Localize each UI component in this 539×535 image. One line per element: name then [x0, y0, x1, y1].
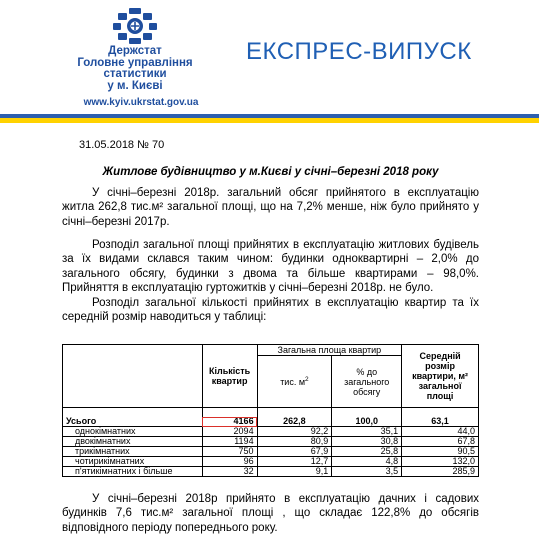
flag-stripe-yellow — [0, 118, 539, 123]
row-count: 750 — [202, 447, 257, 457]
row-count: 96 — [202, 457, 257, 467]
row-area: 262,8 — [257, 417, 332, 427]
row-pct: 25,8 — [332, 447, 402, 457]
row-avg: 90,5 — [402, 447, 479, 457]
table-row — [63, 467, 479, 477]
row-pct: 100,0 — [332, 417, 402, 427]
header-empty — [63, 345, 203, 408]
header-area-pct: % до загального обсягу — [332, 356, 402, 408]
document-title: Житлове будівництво у м.Києві у січні–березні 2018 року — [102, 166, 439, 178]
row-area: 9,1 — [257, 467, 332, 477]
org-line2: Головне управління — [77, 56, 193, 69]
paragraph-total-volume: У січні–березні 2018р. загальний обсяг прийнятого в експлуатацію житла 262,8 тис.м² загальної площі, що на 7,2% менше, ніж було прийнято у січні–березні 2017р. — [62, 187, 479, 228]
header-avg: Середній розмір квартири, м² загальної площі — [402, 345, 479, 408]
row-label: однокімнатних — [63, 427, 203, 437]
express-title: ЕКСПРЕС-ВИПУСК — [246, 38, 472, 65]
header — [0, 0, 539, 120]
row-avg: 63,1 — [402, 417, 479, 427]
org-line1: Держстат — [108, 45, 162, 57]
row-count: 4166 — [202, 417, 257, 427]
row-avg: 44,0 — [402, 427, 479, 437]
row-label: чотирикімнатних — [63, 457, 203, 467]
paragraph-distribution: Розподіл загальної площі прийнятих в експлуатацію житлових будівель за їх видами склався таким чином: будинки одноквартирні – 2,0% до загального обсягу, будинки з двома та більше квартирами – 98,0%. Прийняття в експлуатацію гуртожитків у січні–березні 2018р. не було. — [62, 239, 479, 294]
table-row — [63, 447, 479, 457]
row-count: 2094 — [202, 427, 257, 437]
header-area-sup: 2 — [305, 375, 309, 383]
row-area: 67,9 — [257, 447, 332, 457]
org-line4: у м. Києві — [107, 79, 163, 92]
release-date: 31.05.2018 № 70 — [79, 139, 165, 151]
row-area: 12,7 — [257, 457, 332, 467]
row-pct: 30,8 — [332, 437, 402, 447]
row-pct: 3,5 — [332, 467, 402, 477]
derzhstat-logo — [109, 6, 161, 46]
row-label: трикімнатних — [63, 447, 203, 457]
header-area-thousand-text: тис. м — [280, 376, 306, 387]
row-count: 1194 — [202, 437, 257, 447]
row-count: 32 — [202, 467, 257, 477]
header-area-thousand — [257, 356, 332, 408]
table-row — [63, 427, 479, 437]
apartments-table — [62, 344, 479, 477]
row-avg: 285,9 — [402, 467, 479, 477]
row-label: п'ятикімнатних і більше — [63, 467, 203, 477]
row-area: 92,2 — [257, 427, 332, 437]
table-row — [63, 457, 479, 467]
row-label: Усього — [63, 417, 203, 427]
row-pct: 4,8 — [332, 457, 402, 467]
row-avg: 132,0 — [402, 457, 479, 467]
org-line3: статистики — [103, 68, 167, 80]
header-area-group: Загальна площа квартир — [257, 345, 402, 356]
paragraph-table-intro: Розподіл загальної кількості прийнятих в експлуатацію квартир та їх середній розмір наводиться у таблиці: — [62, 297, 479, 324]
table-row — [63, 437, 479, 447]
org-name — [60, 46, 210, 92]
site-link[interactable]: www.kyiv.ukrstat.gov.ua — [83, 97, 199, 108]
header-count: Кількість квартир — [202, 345, 257, 408]
row-avg: 67,8 — [402, 437, 479, 447]
row-pct: 35,1 — [332, 427, 402, 437]
paragraph-dachas: У січні–березні 2018р прийнято в експлуатацію дачних і садових будинків 7,6 тис.м² загальної площі , що складає 122,8% до обсягів відповідного періоду попереднього року. — [62, 493, 479, 534]
row-area: 80,9 — [257, 437, 332, 447]
row-label: двокімнатних — [63, 437, 203, 447]
